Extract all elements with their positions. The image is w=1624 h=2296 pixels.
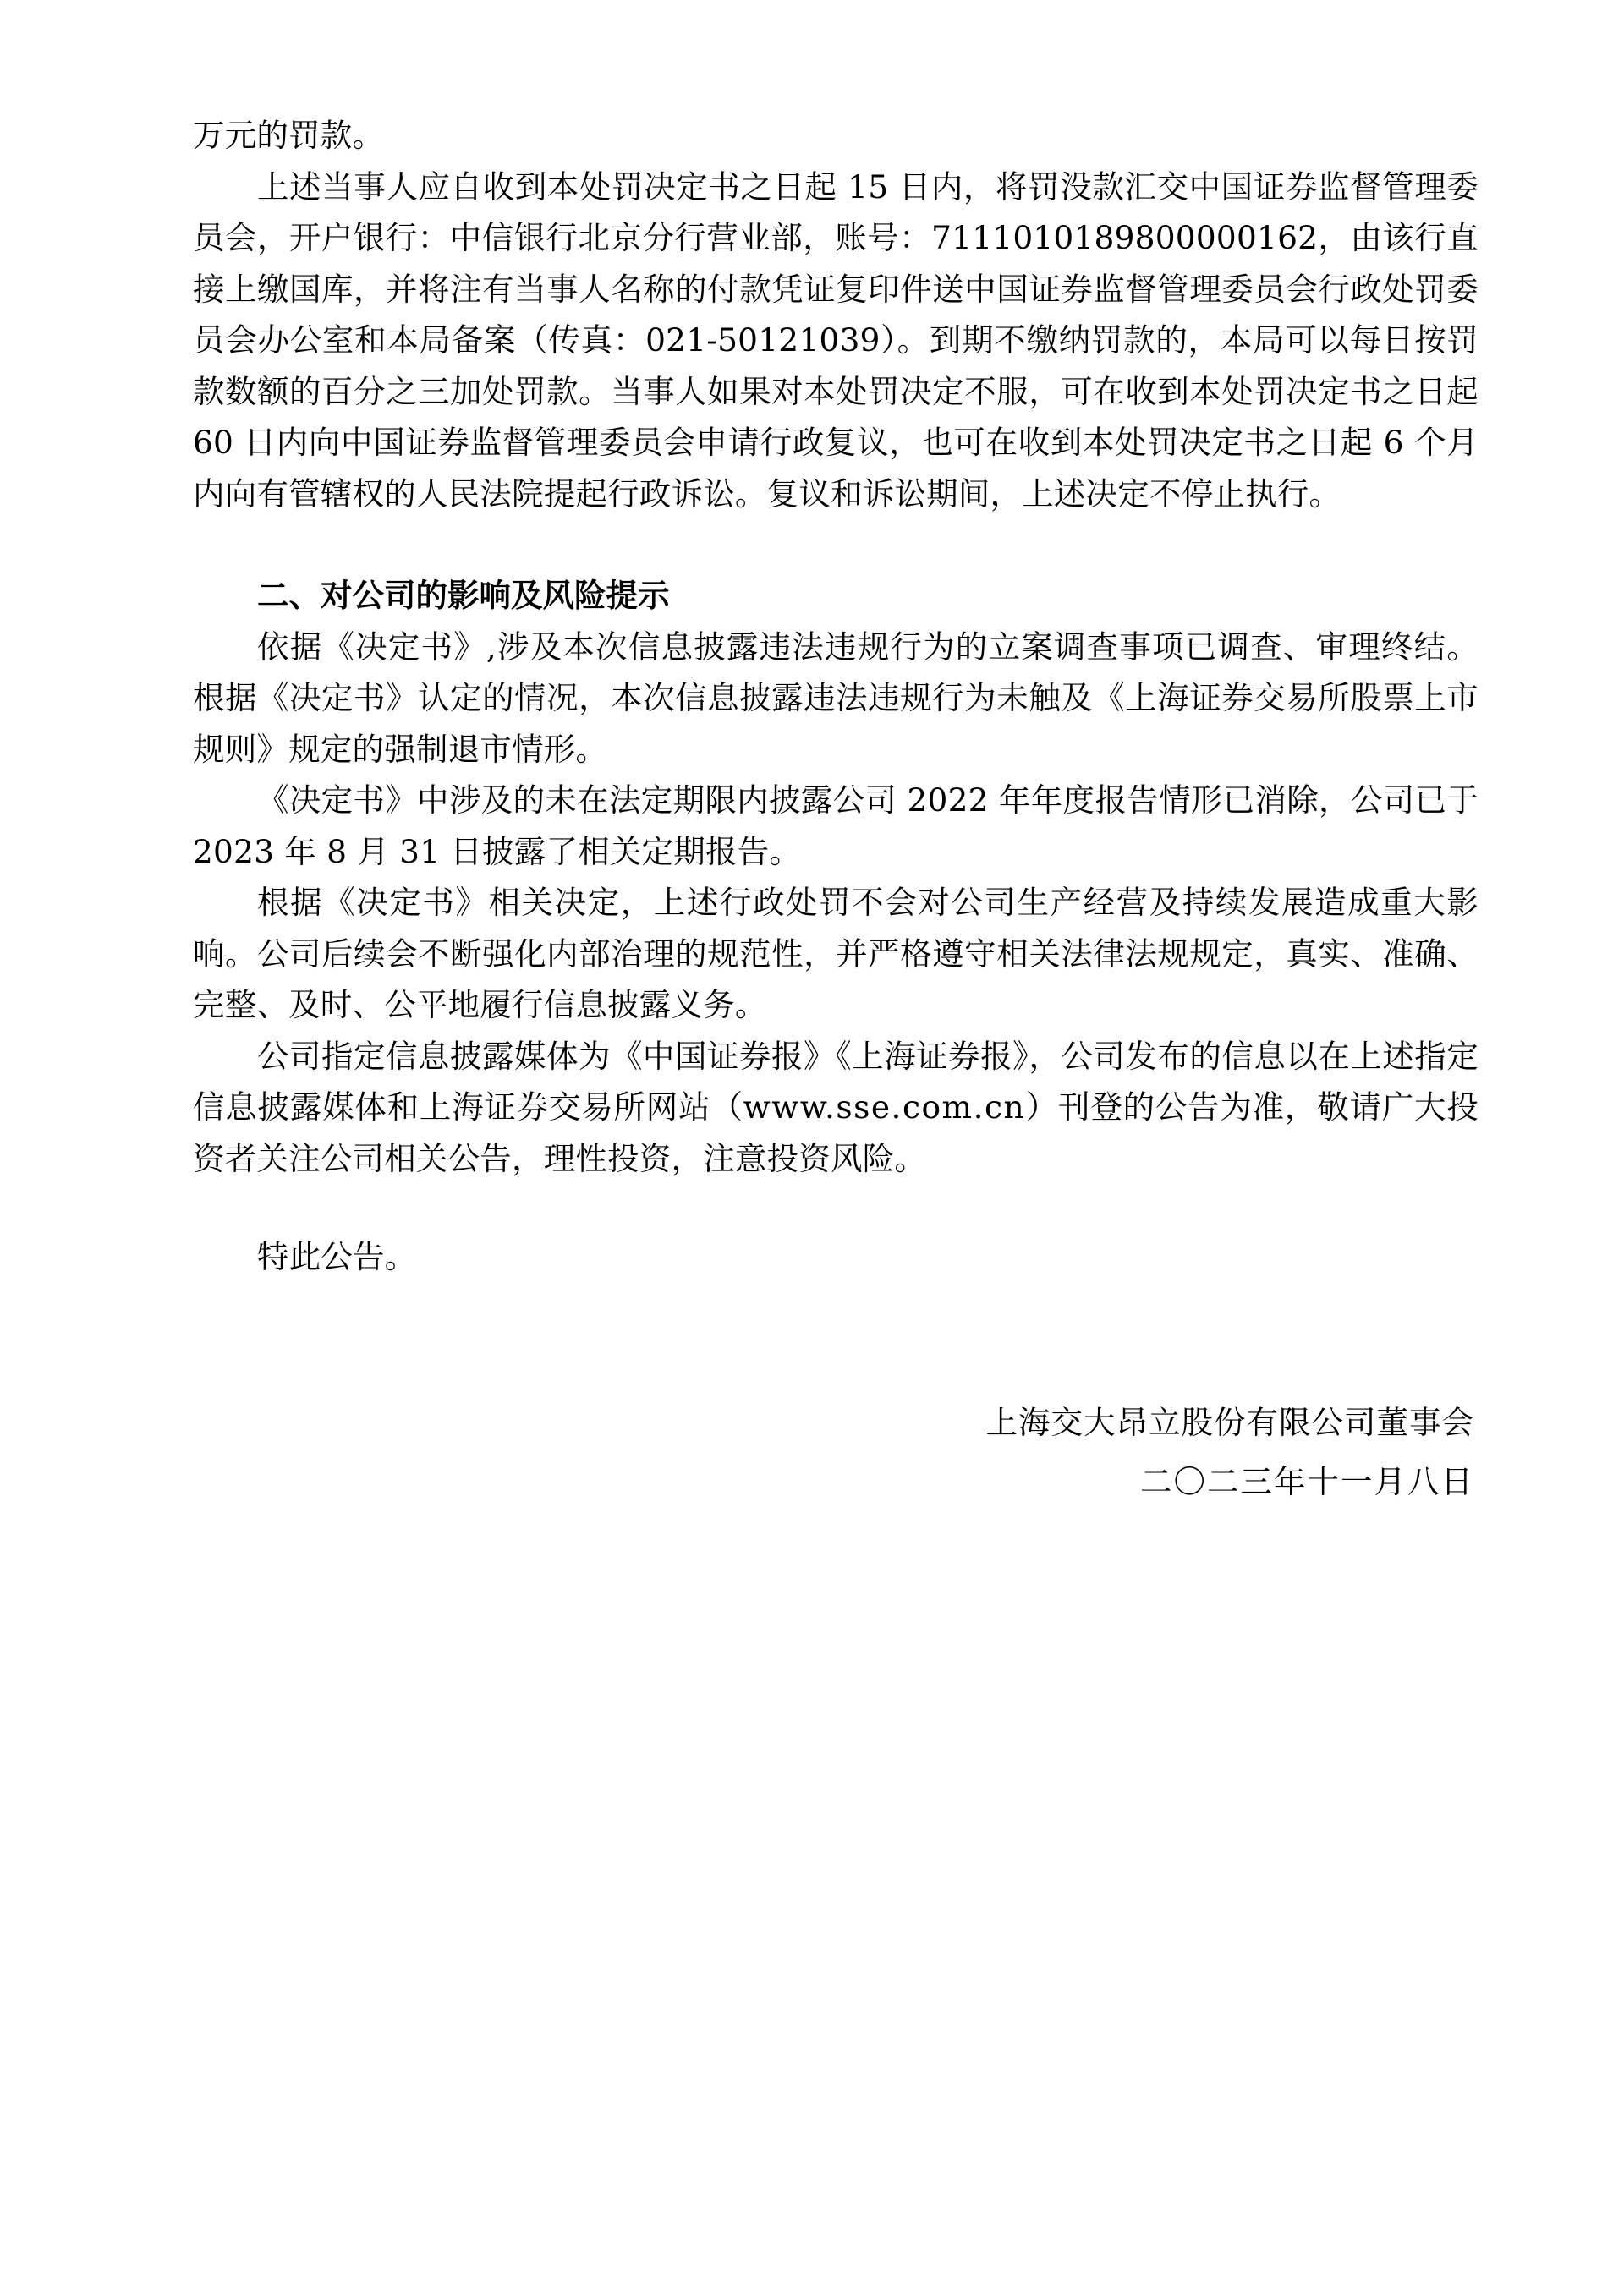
paragraph-impact-investigation-concluded: 依据《决定书》,涉及本次信息披露违法违规行为的立案调查事项已调查、审理终结。根据《决定书》认定的情况，本次信息披露违法违规行为未触及《上海证券交易所股票上市规则》规定的强制退市情形。 bbox=[193, 627, 1479, 768]
paragraph-closing-notice: 特此公告。 bbox=[257, 1238, 417, 1275]
signature-block bbox=[193, 1393, 1479, 1511]
media-text-before-url: 公司指定信息披露媒体为《中国证券报》《上海证券报》，公司发布的信息以在上述指定信息披露媒体和上海证券交易所网站（ bbox=[193, 1037, 1479, 1126]
closing-spacer bbox=[193, 1184, 1479, 1231]
paragraph-impact-annual-report: 《决定书》中涉及的未在法定期限内披露公司 2022 年年度报告情形已消除，公司已于 2023 年 8 月 31 日披露了相关定期报告。 bbox=[193, 781, 1490, 870]
paragraph-impact-media bbox=[193, 1031, 1479, 1185]
section-spacer bbox=[193, 519, 1479, 570]
section-heading-two: 二、对公司的影响及风险提示 bbox=[257, 577, 670, 614]
signature-date: 二〇二三年十一月八日 bbox=[1140, 1462, 1474, 1500]
media-text-after-url: ）刊登的公告为准，敬请广大投资者关注公司相关公告，理性投资，注意投资风险。 bbox=[193, 1088, 1479, 1177]
sse-website-url: www.sse.com.cn bbox=[743, 1088, 1026, 1126]
paragraph-continued-fine: 万元的罚款。 bbox=[193, 117, 385, 154]
paragraph-impact-operations: 根据《决定书》相关决定，上述行政处罚不会对公司生产经营及持续发展造成重大影响。公司后续会不断强化内部治理的规范性，并严格遵守相关法律法规规定，真实、准确、完整、及时、公平地履行信息披露义务。 bbox=[193, 884, 1479, 1023]
document-body bbox=[193, 110, 1490, 1511]
paragraph-payment-instructions: 上述当事人应自收到本处罚决定书之日起 15 日内，将罚没款汇交中国证券监督管理委员会，开户银行：中信银行北京分行营业部，账号：7111010189800000162，由该行直接上缴国库，并将注有当事人名称的付款凭证复印件送中国证券监督管理委员会行政处罚委员会办公室和本局备案（传真：021-50121039）。到期不缴纳罚款的，本局可以每日按罚款数额的百分之三加处罚款。当事人如果对本处罚决定不服，可在收到本处罚决定书之日起 60 日内向中国证券监督管理委员会申请行政复议，也可在收到本处罚决定书之日起 6 个月内向有管辖权的人民法院提起行政诉讼。复议和诉讼期间，上述决定不停止执行。 bbox=[193, 167, 1490, 512]
signature-company-name: 上海交大昂立股份有限公司董事会 bbox=[985, 1403, 1474, 1441]
